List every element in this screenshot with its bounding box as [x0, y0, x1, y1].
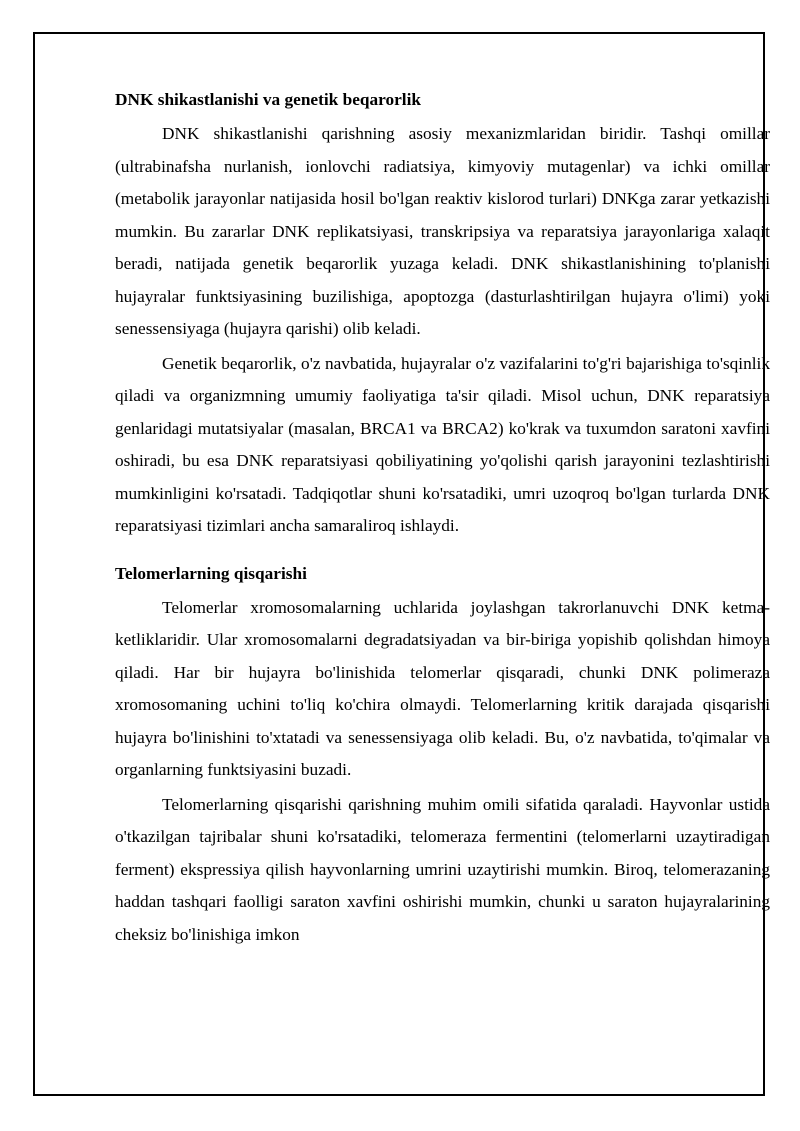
paragraph-dna-damage-2: Genetik beqarorlik, o'z navbatida, hujayralar o'z vazifalarini to'g'ri bajarishiga to'sqinlik qiladi va organizmning umumiy faoliyatiga ta'sir qiladi. Misol uchun, DNK reparatsiya genlaridagi mutatsiyalar (masalan, BRCA1 va BRCA2) ko'krak va tuxumdon saratoni xavfini oshiradi, bu esa DNK reparatsiyasi qobiliyatining yo'qolishi qarish jarayonini tezlashtirishi mumkinligini ko'rsatadi. Tadqiqotlar shuni ko'rsatadiki, umri uzoqroq bo'lgan turlarda DNK reparatsiyasi tizimlari ancha samaraliroq ishlaydi.	[115, 353, 770, 535]
paragraph-telomeres-1: Telomerlar xromosomalarning uchlarida joylashgan takrorlanuvchi DNK ketma-ketliklaridir. Ular xromosomalarni degradatsiyadan va bir-biriga yopishib qolishdan himoya qiladi. Har bir hujayra bo'linishida telomerlar qisqaradi, chunki DNK polimeraza xromosomaning uchini to'liq ko'chira olmaydi. Telomerlarning kritik darajada qisqarishi hujayra bo'linishini to'xtatadi va senessensiyaga olib keladi. Bu, o'z navbatida, to'qimalar va organlarning funktsiyasini buzadi.	[115, 597, 770, 779]
document-body	[115, 84, 770, 951]
paragraph-dna-damage-1: DNK shikastlanishi qarishning asosiy mexanizmlaridan biridir. Tashqi omillar (ultrabinafsha nurlanish, ionlovchi radiatsiya, kimyoviy mutagenlar) va ichki omillar (metabolik jarayonlar natijasida hosil bo'lgan reaktiv kislorod turlari) DNKga zarar yetkazishi mumkin. Bu zararlar DNK replikatsiyasi, transkripsiya va reparatsiya jarayonlariga xalaqit beradi, natijada genetik beqarorlik yuzaga keladi. DNK shikastlanishining to'planishi hujayralar funktsiyasining buzilishiga, apoptozga (dasturlashtirilgan hujayra o'limi) yoki senessensiyaga (hujayra qarishi) olib keladi.	[115, 124, 770, 338]
section-heading-telomeres: Telomerlarning qisqarishi	[115, 563, 307, 583]
section-heading-dna-damage: DNK shikastlanishi va genetik beqarorlik	[115, 90, 421, 109]
paragraph-telomeres-2: Telomerlarning qisqarishi qarishning muhim omili sifatida qaraladi. Hayvonlar ustida o'tkazilgan tajribalar shuni ko'rsatadiki, telomeraza fermentini (telomerlarni uzaytiradigan ferment) ekspressiya qilish hayvonlarning umrini uzaytirishi mumkin. Biroq, telomerazaning haddan tashqari faolligi saraton xavfini oshirishi mumkin, chunki u saraton hujayralarining cheksiz bo'linishiga imkon	[115, 794, 770, 944]
